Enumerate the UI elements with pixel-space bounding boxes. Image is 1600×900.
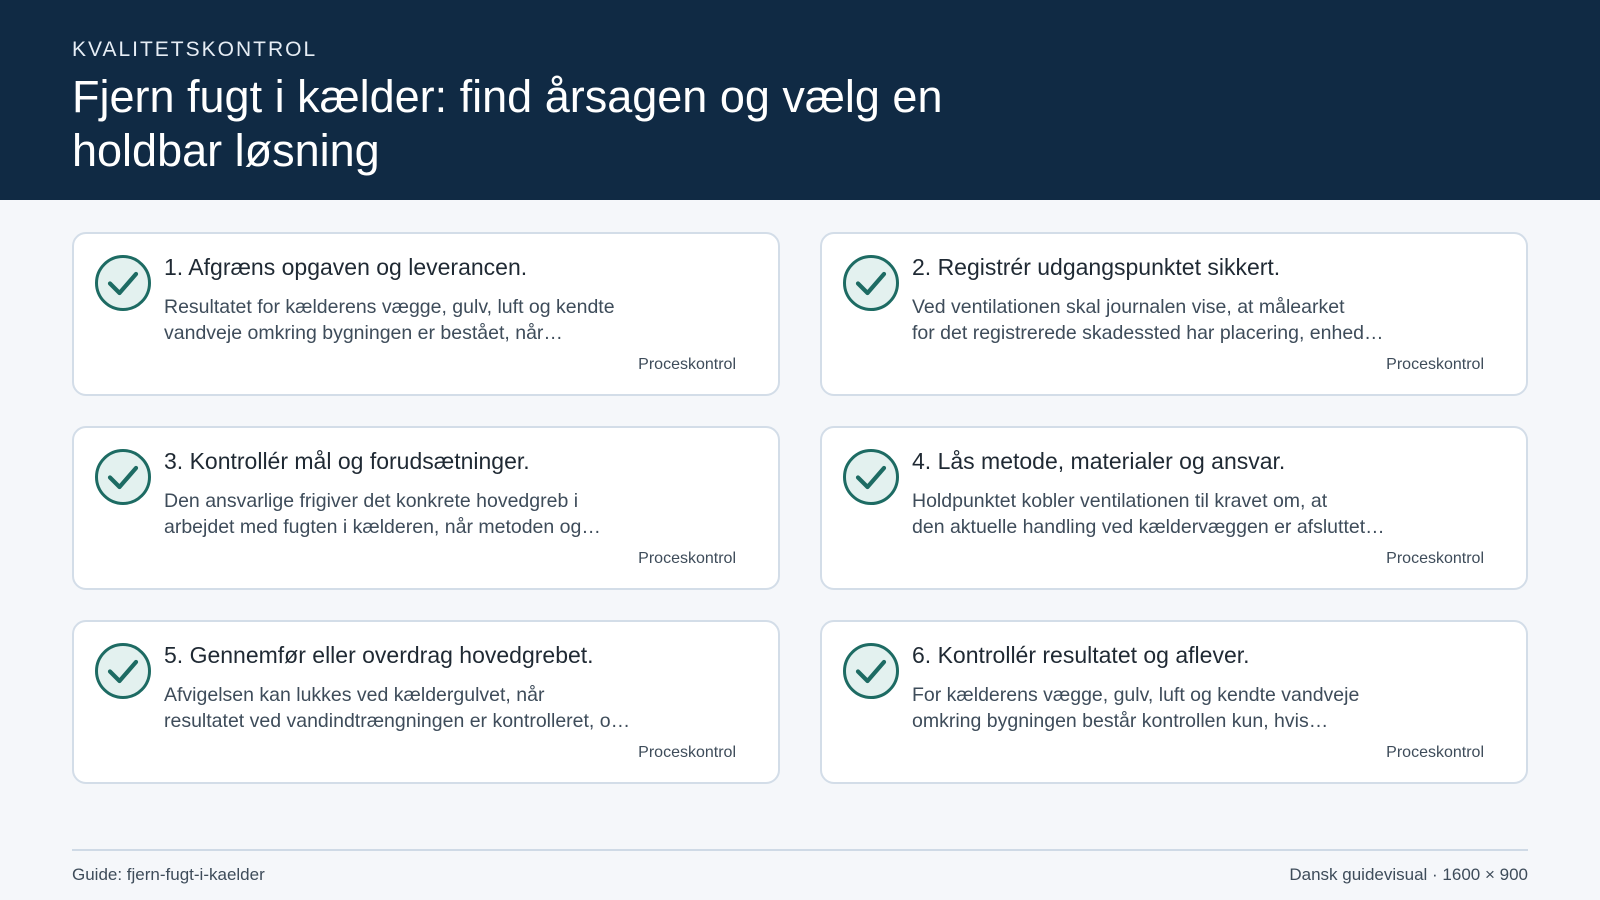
step-card <box>820 232 1528 396</box>
step-tag: Proceskontrol <box>638 744 736 761</box>
step-card <box>72 426 780 590</box>
step-description <box>164 682 724 734</box>
step-title: 6. Kontrollér resultatet og aflever. <box>912 642 1250 668</box>
step-tag: Proceskontrol <box>638 356 736 373</box>
check-circle-icon <box>94 254 152 312</box>
step-title: 5. Gennemfør eller overdrag hovedgrebet. <box>164 642 594 668</box>
step-description-line: vandveje omkring bygningen er bestået, når… <box>164 322 563 344</box>
page-title: Fjern fugt i kælder: find årsagen og vælg en holdbar løsning <box>72 71 943 176</box>
footer-guide-label: Guide: fjern-fugt-i-kaelder <box>72 865 265 884</box>
step-tag: Proceskontrol <box>1386 744 1484 761</box>
step-title: 3. Kontrollér mål og forudsætninger. <box>164 448 530 474</box>
step-description <box>912 682 1472 734</box>
check-circle-icon <box>94 448 152 506</box>
step-card <box>72 620 780 784</box>
step-description-line: resultatet ved vandindtrængningen er kontrolleret, o… <box>164 710 631 732</box>
step-card <box>820 426 1528 590</box>
step-title: 2. Registrér udgangspunktet sikkert. <box>912 254 1281 280</box>
header-banner <box>0 0 1600 200</box>
step-description <box>912 488 1472 540</box>
step-description-line: Den ansvarlige frigiver det konkrete hovedgreb i <box>164 490 579 512</box>
step-description-line: Ved ventilationen skal journalen vise, at målearket <box>912 296 1345 318</box>
step-description-line: for det registrerede skadessted har placering, enhed… <box>912 322 1384 344</box>
footer-divider <box>72 849 1528 851</box>
step-description-line: omkring bygningen består kontrollen kun, hvis… <box>912 710 1329 732</box>
steps-grid <box>72 232 1528 784</box>
step-description-line: Holdpunktet kobler ventilationen til kravet om, at <box>912 490 1328 512</box>
eyebrow-label: KVALITETSKONTROL <box>72 38 318 61</box>
step-tag: Proceskontrol <box>1386 356 1484 373</box>
step-description-line: Afvigelsen kan lukkes ved kældergulvet, når <box>164 684 545 706</box>
step-card <box>820 620 1528 784</box>
step-description <box>164 488 724 540</box>
step-description-line: den aktuelle handling ved kældervæggen er afsluttet… <box>912 516 1385 538</box>
step-description-line: Resultatet for kælderens vægge, gulv, luft og kendte <box>164 296 615 318</box>
step-title: 1. Afgræns opgaven og leverancen. <box>164 254 528 280</box>
step-card <box>72 232 780 396</box>
check-circle-icon <box>842 642 900 700</box>
footer-meta-label: Dansk guidevisual · 1600 × 900 <box>1289 865 1528 884</box>
step-tag: Proceskontrol <box>638 550 736 567</box>
step-tag: Proceskontrol <box>1386 550 1484 567</box>
step-description-line: arbejdet med fugten i kælderen, når metoden og… <box>164 516 601 538</box>
check-circle-icon <box>94 642 152 700</box>
check-circle-icon <box>842 254 900 312</box>
step-description-line: For kælderens vægge, gulv, luft og kendte vandveje <box>912 684 1360 706</box>
check-circle-icon <box>842 448 900 506</box>
step-description <box>912 294 1472 346</box>
step-title: 4. Lås metode, materialer og ansvar. <box>912 448 1286 474</box>
step-description <box>164 294 724 346</box>
